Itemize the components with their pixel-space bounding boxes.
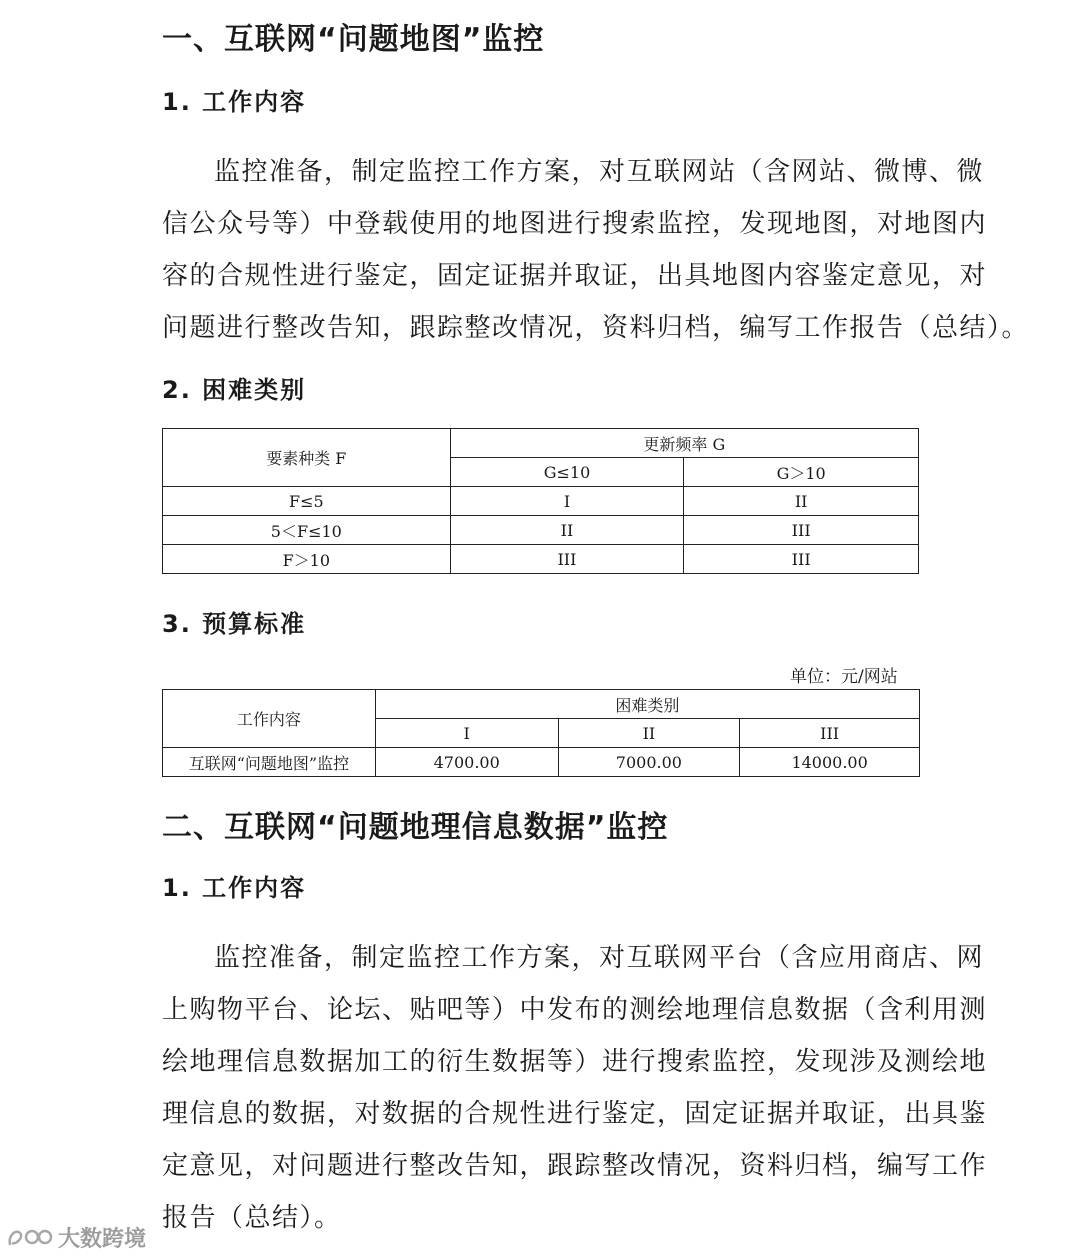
- unit-label: 单位：元/网站: [790, 667, 898, 687]
- paragraph-line: 定意见，对问题进行整改告知，跟踪整改情况，资料归档，编写工作: [162, 1151, 988, 1181]
- watermark-text: 大数跨境: [58, 1227, 147, 1252]
- budget-cell: 14000.00: [740, 748, 920, 777]
- section2-work-paragraph: [162, 932, 988, 1244]
- table-row: [163, 748, 920, 777]
- budget-col-header: III: [740, 719, 920, 748]
- difficulty-row-header: 要素种类 F: [163, 429, 451, 487]
- difficulty-cell: III: [684, 516, 919, 545]
- difficulty-cell: II: [684, 487, 919, 516]
- difficulty-row-label: 5＜F≤10: [163, 516, 451, 545]
- difficulty-cell: III: [684, 545, 919, 574]
- difficulty-table: [162, 428, 919, 574]
- watermark: [6, 1222, 146, 1253]
- paragraph-line: 上购物平台、论坛、贴吧等）中发布的测绘地理信息数据（含利用测: [162, 995, 988, 1025]
- paragraph-line: 容的合规性进行鉴定，固定证据并取证，出具地图内容鉴定意见，对: [162, 261, 988, 291]
- section1-budget-heading: 3. 预算标准: [162, 610, 307, 638]
- section2-work-heading: 1. 工作内容: [162, 874, 307, 902]
- difficulty-cell: III: [450, 545, 684, 574]
- section1-difficulty-heading: 2. 困难类别: [162, 376, 307, 404]
- budget-cell: 7000.00: [558, 748, 740, 777]
- budget-col-header: I: [375, 719, 558, 748]
- budget-row-header: 工作内容: [163, 690, 376, 748]
- section2-title: 二、互联网“问题地理信息数据”监控: [162, 810, 669, 845]
- section1-work-paragraph: [162, 146, 1030, 354]
- paragraph-line: 信公众号等）中登载使用的地图进行搜索监控，发现地图，对地图内: [162, 209, 988, 239]
- budget-col-group-header: 困难类别: [375, 690, 919, 719]
- watermark-logo-icon: [6, 1225, 54, 1251]
- difficulty-col-group-header: 更新频率 G: [450, 429, 918, 458]
- difficulty-row-label: F≤5: [163, 487, 451, 516]
- budget-cell: 4700.00: [375, 748, 558, 777]
- difficulty-col-header: G＞10: [684, 458, 919, 487]
- difficulty-col-header: G≤10: [450, 458, 684, 487]
- paragraph-line: 理信息的数据，对数据的合规性进行鉴定，固定证据并取证，出具鉴: [162, 1099, 988, 1129]
- budget-col-header: II: [558, 719, 740, 748]
- section1-title: 一、互联网“问题地图”监控: [162, 22, 545, 57]
- difficulty-row-label: F＞10: [163, 545, 451, 574]
- paragraph-line: 问题进行整改告知，跟踪整改情况，资料归档，编写工作报告（总结）。: [162, 313, 1030, 343]
- table-row: [163, 516, 919, 545]
- budget-row-label: 互联网“问题地图”监控: [163, 748, 376, 777]
- paragraph-line: 报告（总结）。: [162, 1203, 342, 1233]
- paragraph-line: 监控准备，制定监控工作方案，对互联网平台（含应用商店、网: [214, 943, 985, 973]
- table-row: [163, 487, 919, 516]
- paragraph-line: 绘地理信息数据加工的衍生数据等）进行搜索监控，发现涉及测绘地: [162, 1047, 988, 1077]
- budget-table: [162, 689, 920, 777]
- table-row: [163, 545, 919, 574]
- difficulty-cell: II: [450, 516, 684, 545]
- difficulty-cell: I: [450, 487, 684, 516]
- section1-work-heading: 1. 工作内容: [162, 88, 307, 116]
- paragraph-line: 监控准备，制定监控工作方案，对互联网站（含网站、微博、微: [214, 157, 985, 187]
